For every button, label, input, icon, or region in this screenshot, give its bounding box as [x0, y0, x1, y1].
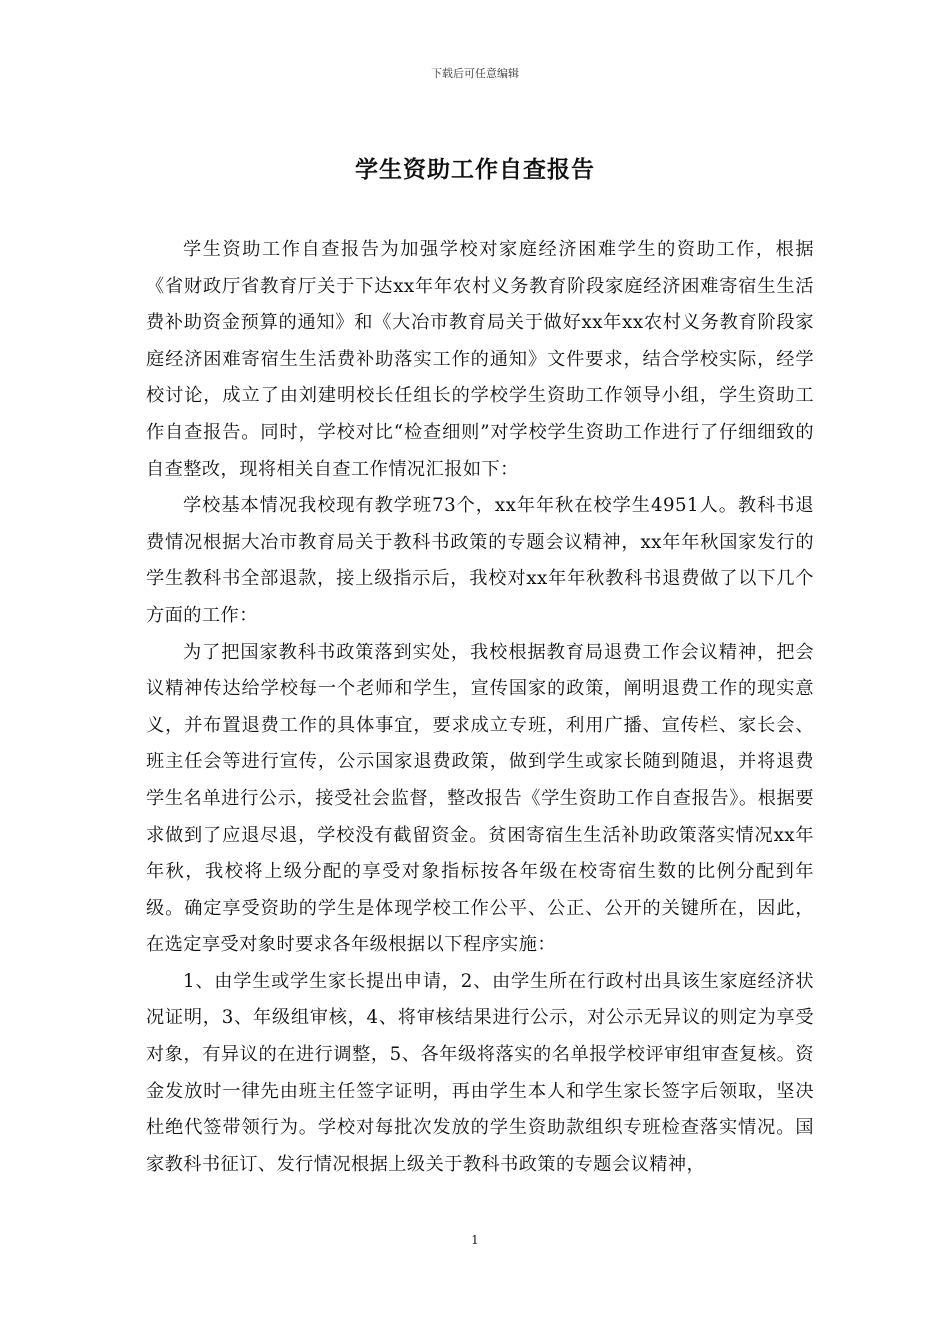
page-number: 1: [471, 1233, 479, 1247]
paragraph-procedure: 1、由学生或学生家长提出申请，2、由学生所在行政村出具该生家庭经济状况证明，3、年级组审核，4、将审核结果进行公示，对公示无异议的则定为享受对象，有异议的在进行调整，5、各年级将落实的名单报学校评审组审查复核。资金发放时一律先由班主任签字证明，再由学生本人和学生家长签字后领取，坚决杜绝代签带领行为。学校对每批次发放的学生资助款组织专班检查落实情况。国家教科书征订、发行情况根据上级关于教科书政策的专题会议精神，: [146, 970, 814, 1175]
paragraph-school-basics: 学校基本情况我校现有教学班73个，xx年年秋在校学生4951人。教科书退费情况根据大冶市教育局关于教科书政策的专题会议精神，xx年年秋国家发行的学生教科书全部退款，接上级指示后，我校对xx年年秋教科书退费做了以下几个方面的工作：: [146, 495, 814, 626]
paragraph-intro: 学生资助工作自查报告为加强学校对家庭经济困难学生的资助工作，根据《省财政厅省教育厅关于下达xx年年农村义务教育阶段家庭经济困难寄宿生生活费补助资金预算的通知》和《大冶市教育局关于做好xx年xx农村义务教育阶段家庭经济困难寄宿生生活费补助落实工作的通知》文件要求，结合学校实际，经学校讨论，成立了由刘建明校长任组长的学校学生资助工作领导小组，学生资助工作自查报告。同时，学校对比“检查细则”对学校学生资助工作进行了仔细细致的自查整改，现将相关自查工作情况汇报如下：: [146, 239, 814, 480]
document-title: 学生资助工作自查报告: [355, 156, 595, 183]
page-header-note: 下载后可任意编辑: [431, 67, 519, 80]
document-body: [146, 232, 814, 1183]
paragraph-refund-work: 为了把国家教科书政策落到实处，我校根据教育局退费工作会议精神，把会议精神传达给学校每一个老师和学生，宣传国家的政策，阐明退费工作的现实意义，并布置退费工作的具体事宜，要求成立专班，利用广播、宣传栏、家长会、班主任会等进行宣传，公示国家退费政策，做到学生或家长随到随退，并将退费学生名单进行公示，接受社会监督，整改报告《学生资助工作自查报告》。根据要求做到了应退尽退，学校没有截留资金。贫困寄宿生生活补助政策落实情况xx年年秋，我校将上级分配的享受对象指标按各年级在校寄宿生数的比例分配到年级。确定享受资助的学生是体现学校工作公平、公正、公开的关键所在，因此，在选定享受对象时要求各年级根据以下程序实施：: [146, 641, 814, 956]
